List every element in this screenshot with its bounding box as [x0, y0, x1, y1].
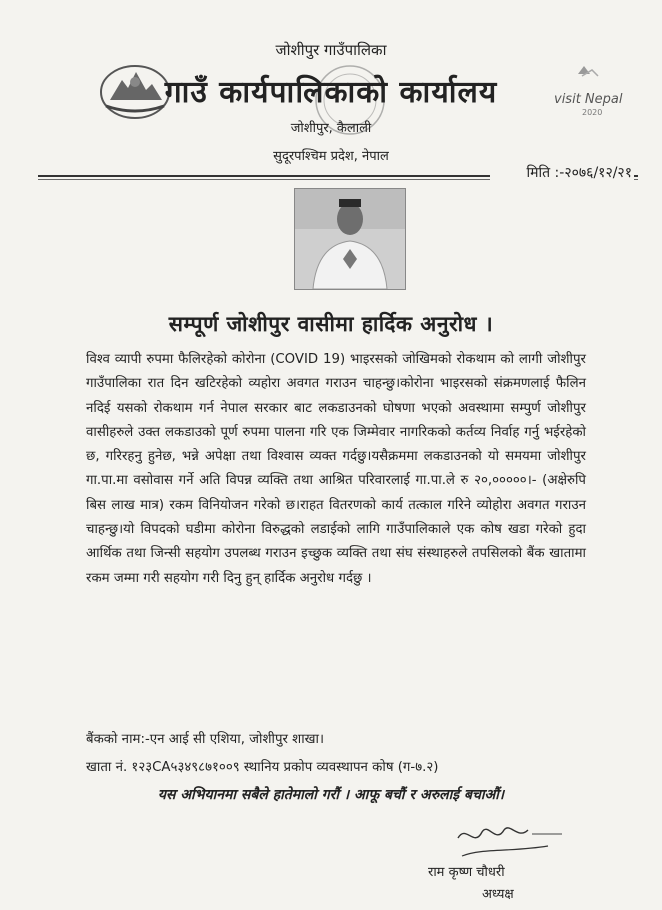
- campaign-slogan: यस अभियानमा सबैले हातेमालो गरौं । आफू बचौं र अरुलाई बचाऔं।: [157, 787, 505, 803]
- office-title: गाउँ कार्यपालिकाको कार्यालय: [164, 75, 498, 110]
- account-number: खाता नं. १२३CA५३४९८७१००९ स्थानिय प्रकोप व्यवस्थापन कोष (ग-७.२): [86, 760, 439, 775]
- signatory-name: राम कृष्ण चौधरी: [428, 865, 505, 880]
- visit-nepal-year: 2020: [582, 108, 603, 117]
- handwritten-signature: [452, 818, 572, 868]
- document-date: मिति :-२०७६/१२/२१: [490, 163, 634, 182]
- chairperson-photo: [294, 188, 406, 290]
- visit-nepal-logo: [548, 62, 632, 122]
- visit-nepal-text: visit Nepal: [554, 92, 623, 107]
- address-line-1: जोशीपुर, कैलाली: [290, 121, 372, 136]
- municipality-name: जोशीपुर गाउँपालिका: [275, 41, 387, 59]
- address-line-2: सुदूरपश्चिम प्रदेश, नेपाल: [273, 149, 389, 164]
- appeal-heading: सम्पूर्ण जोशीपुर वासीमा हार्दिक अनुरोध ।: [168, 312, 494, 336]
- bank-name: बैंकको नाम:-एन आई सी एशिया, जोशीपुर शाखा।: [86, 732, 325, 747]
- appeal-body: [86, 348, 586, 591]
- signatory-title: अध्यक्ष: [482, 887, 514, 902]
- appeal-paragraph: विश्व व्यापी रुपमा फैलिरहेको कोरोना (COVID 19) भाइरसको जोखिमको रोकथाम को लागी जोशीपुर गाउँपालिका रात दिन खटिरहेको व्यहोरा अवगत गराउन चाहन्छु।कोरोना भाइरसको संक्रमणलाई फैलिन नदिई यसको रोकथाम गर्न नेपाल सरकार बाट लकडाउनको घोषणा भएको अवस्थामा सम्पुर्ण जोशीपुर वासीहरुले उक्त लकडाउको पूर्ण रुपमा पालना गरि एक जिम्मेवार नागरिकको कर्तव्य निर्वाह गर्नु भईरहेको छ, गरिरहनु हुनेछ, भन्ने अपेक्षा तथा विश्वास व्यक्त गर्दछु।यसैक्रममा लकडाउनको यो समयमा जोशीपुर गा.पा.मा वसोवास गर्ने अति विपन्न व्यक्ति तथा आश्रित परिवारलाई गा.पा.ले रु २०,०००००।- (अक्षेरुपि बिस लाख मात्र) रकम विनियोजन गरेको छ।राहत वितरणको कार्य तत्काल गरिने व्योहोरा अवगत गराउन चाहन्छु।यो विपदको घडीमा कोरोना विरुद्धको लडाईको लागि गाउँपालिकाले एक कोष खडा गरेको हुदा आर्थिक तथा जिन्सी सहयोग उपलब्ध गराउन इच्छुक व्यक्ति तथा संघ संस्थाहरुले तपसिलको बैंक खातामा रकम जम्मा गरी सहयोग गरी दिनु हुन् हार्दिक अनुरोध गर्दछु ।: [86, 352, 586, 586]
